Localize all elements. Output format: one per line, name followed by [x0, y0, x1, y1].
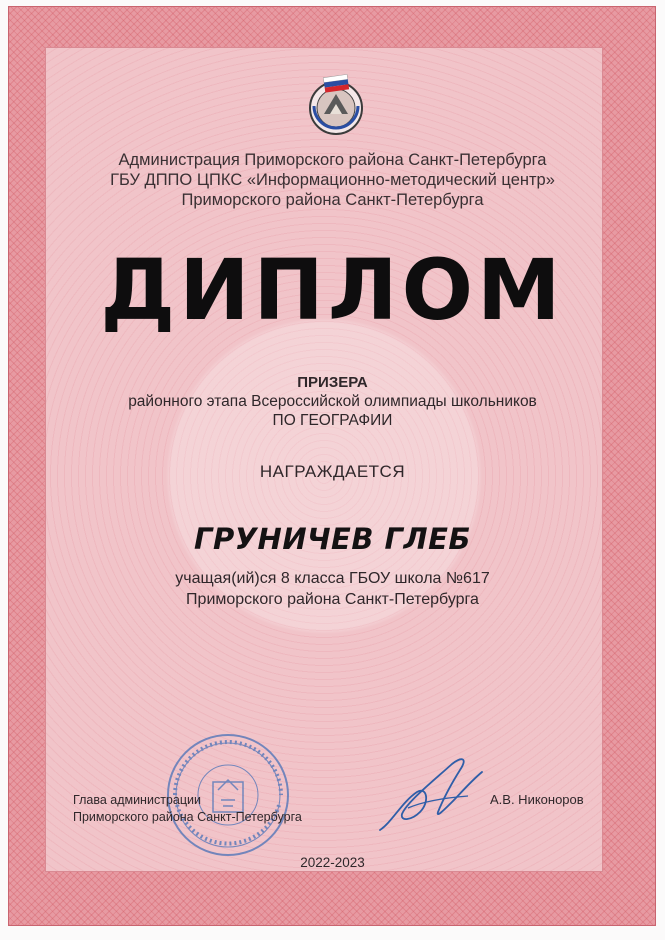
recipient-school [0, 568, 665, 610]
issuer-line: Администрация Приморского района Санкт-Петербурга [118, 151, 547, 169]
school-line: Приморского района Санкт-Петербурга [186, 591, 479, 608]
academic-year: 2022-2023 [300, 855, 365, 870]
issuer-line: ГБУ ДППО ЦПКС «Информационно-методический центр» [110, 171, 555, 189]
award-rank: ПРИЗЕРА [297, 374, 368, 391]
signatory-position [73, 792, 302, 826]
issuer-header [0, 150, 665, 210]
diploma-title: ДИПЛОМ [100, 241, 565, 339]
signatory-name: А.В. Никоноров [490, 792, 584, 807]
school-line: учащая(ий)ся 8 класса ГБОУ школа №617 [175, 570, 490, 587]
position-line: Приморского района Санкт-Петербурга [73, 810, 302, 824]
award-description [0, 373, 665, 430]
award-subject: ПО ГЕОГРАФИИ [272, 412, 393, 429]
position-line: Глава администрации [73, 793, 201, 807]
olympiad-emblem-icon [300, 72, 372, 138]
issuer-line: Приморского района Санкт-Петербурга [181, 191, 484, 209]
award-event: районного этапа Всероссийской олимпиады школьников [128, 393, 537, 410]
handwritten-signature-icon [372, 752, 487, 842]
recipient-name: ГРУНИЧЕВ ГЛЕБ [193, 522, 472, 556]
awarded-label: НАГРАЖДАЕТСЯ [259, 462, 406, 481]
